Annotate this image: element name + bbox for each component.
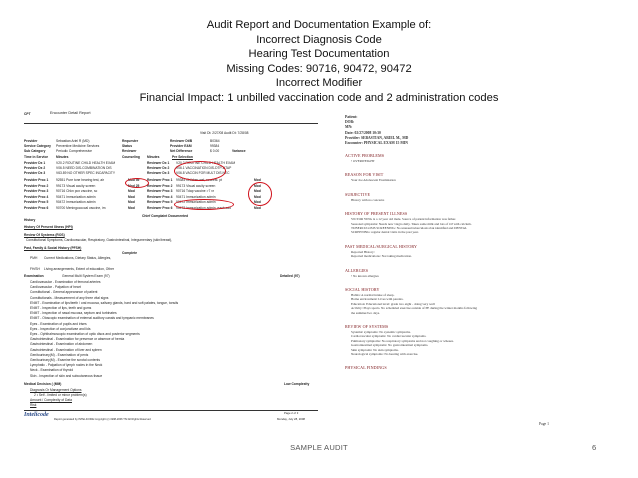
- counseling-header: Counseling: [122, 155, 140, 159]
- dx-rev: Reviewer Dx 2: [147, 166, 170, 170]
- note-section-heading: REASON FOR VISIT: [345, 172, 384, 178]
- note-section-line: • No known allergies: [351, 273, 379, 278]
- proc-rcode: 90471 Immunization admin: [176, 194, 216, 199]
- exam-item: Cardiovascular - Examination of femoral arteries: [30, 280, 101, 284]
- exam-heading: Examination: [24, 274, 44, 278]
- proc-rmod: Mod: [254, 178, 261, 182]
- note-section-line: Neurological symptoms: No hearing with exercise.: [351, 352, 419, 356]
- proc-code: 90700 Meningococcal vaccine, im: [56, 206, 106, 210]
- note-section-line: Your Joe Adolescent Examination: [351, 178, 396, 183]
- mdm-heading: Medical Decision ( (MM): [24, 382, 62, 386]
- pre-selection-header: Pre Selection: [172, 155, 193, 159]
- title-line-6: Financial Impact: 1 unbilled vaccination code and 2 administration codes: [139, 91, 499, 104]
- dx-code: V63.89 NO OTHER SPEC INCAPACITY: [56, 171, 116, 175]
- annotation-circle-mod: [125, 178, 149, 188]
- note-header-field: Patient:: [345, 115, 358, 119]
- dx-code: V06.5 NEED DIS-COMBINATION DIS: [56, 166, 112, 170]
- proc-mod: Mod: [128, 189, 135, 194]
- note-header-field: Encounter: PHYSICAL EXAM 15 MIN: [345, 141, 408, 145]
- note-page-label: Page 1: [539, 422, 549, 426]
- proc-rev: Reviewer Proc 1: [147, 178, 173, 182]
- note-section-line: • OVERWEIGHT: [351, 159, 375, 163]
- proc-label: Provider Proc 4: [24, 194, 49, 199]
- provider-em-value: 99384: [210, 144, 220, 148]
- note-section-heading: ACTIVE PROBLEMS: [345, 153, 385, 158]
- pfsh-heading: Past, Family & Social History (PFSH): [24, 246, 82, 250]
- exam-item: Constitutionals - Measurement of any three vital signs: [30, 295, 109, 300]
- note-section-line: Reported History:: [351, 249, 375, 254]
- exam-item: Constitutional - General appearance of patient: [30, 290, 98, 295]
- proc-label: Provider Proc 6: [24, 206, 49, 210]
- slide-footer: SAMPLE AUDIT: [290, 443, 348, 452]
- report-footer-date: Monday, July 28, 2008: [277, 417, 305, 421]
- exam-item: Genitourinary(M) - Examination of penis: [30, 352, 89, 357]
- proc-rmod: Mod: [254, 194, 261, 199]
- risk-heading: Risk: [30, 403, 37, 407]
- annotation-circle-dx: [174, 161, 226, 181]
- proc-rmod: Mod: [254, 189, 261, 194]
- proc-rev: Reviewer Proc 5: [147, 200, 173, 205]
- slide-page-number: 6: [592, 443, 597, 452]
- proc-code: 99173 Visual acuity screen: [56, 183, 96, 188]
- proc-mod: Mod 25: [128, 183, 140, 188]
- report-header: Encounter Detail Report: [50, 111, 91, 115]
- note-section-heading: SUBJECTIVE: [345, 191, 371, 197]
- note-section-line: Home environment: Lives with parents.: [351, 297, 404, 302]
- proc-rmod: Mod: [254, 206, 261, 210]
- report-label-cpt: CPT: [24, 112, 31, 116]
- note-section-line: Education: Educational level: grade two eight - doing very well: [351, 301, 435, 306]
- service-category-label: Service Category: [24, 144, 51, 148]
- slide-title: [0, 18, 638, 106]
- title-line-2: Incorrect Diagnosis Code: [256, 33, 382, 46]
- dx-rcode: V06.8 VACCIN FOR MULT DIS NEC: [176, 171, 230, 175]
- exam-item: Eyes - Ophthalmoscopic examination of optic discs and posterior segments: [30, 332, 140, 336]
- status-label: Status: [122, 144, 133, 148]
- proc-rev: Reviewer Proc 3: [147, 189, 173, 194]
- dx-label: Provider Dx 1: [24, 161, 46, 165]
- time-in-service-header: Time in Service: [24, 155, 49, 159]
- visit-info: Visit Dt: 2/27/08 Audit Dt: 7/28/08: [200, 131, 249, 135]
- intelicode-logo: Intelicode: [24, 412, 49, 418]
- proc-rcode: 90716 Tdap vaccine >7 vr: [176, 189, 214, 194]
- proc-rev: Reviewer Proc 4: [147, 194, 173, 199]
- mdm-item: 2 • Self - limited or minor problem(s): [34, 393, 87, 397]
- exam-item: Neck - Examination of thyroid: [30, 368, 74, 373]
- note-section-line: Seasonal symptoms: Needs new viagra daily. Takes some milk and lots of OJ with calcium.: [351, 221, 472, 226]
- note-section-line: Gastrointestinal symptoms: No gastrointestinal symptoms.: [351, 343, 429, 348]
- exam-item: Eyes - Examination of pupils and irises: [30, 321, 87, 326]
- dx-rev: Reviewer Dx 3: [147, 171, 170, 175]
- chief-complaint-label: Chief Complaint Documented: [142, 214, 189, 218]
- dx-label: Provider Dx 2: [24, 166, 46, 170]
- note-section-line: History with no concerns: [351, 197, 385, 202]
- proc-rcode: 99173 Visual acuity screen: [176, 183, 216, 188]
- note-section-heading: PHYSICAL FINDINGS: [345, 365, 387, 371]
- exam-item: ENMT - Examination of lips/teeth / oral mucosa, salivary glands, hard and soft palates, tongue, tonsils: [30, 300, 179, 305]
- provider-label: Provider: [24, 139, 38, 143]
- annotation-circle-mod-right: [248, 182, 272, 206]
- note-section-line: Systemic symptoms: No systemic symptoms.: [351, 330, 411, 334]
- encounter-detail-report: [22, 108, 322, 425]
- exam-item: Cardiovascular - Palpation of heart: [30, 285, 81, 290]
- exam-item: Skin - Inspection of skin and subcutaneous tissue: [30, 373, 103, 378]
- exam-text: General Multi System Exam (97): [62, 274, 110, 278]
- ros-text: Constitutional Symptoms, Cardiovascular, Respiratory, Gastrointestinal, Integumentary (skin/breast),: [26, 238, 173, 242]
- title-line-5: Incorrect Modifier: [275, 77, 363, 90]
- proc-code: 90472 Immunization admin: [56, 200, 96, 205]
- dx-rcode: V20.2 ROUTINE CHILD HEALTH EXAM: [176, 161, 236, 165]
- dx-code: V20.2 ROUTINE CHILD HEALTH EXAM: [56, 161, 116, 165]
- minutes-header: Minutes: [56, 155, 69, 159]
- proc-rcode: 99384 Children wel, new/est. pt: [176, 178, 223, 182]
- note-section-line: Cardiovascular symptoms: No cardiovascular symptoms.: [351, 334, 427, 339]
- minutes-header-2: Minutes: [147, 155, 160, 159]
- note-section-line: TUBERCULOSIS SCREENING: No unusual tuberculosis risk identified and DENTAL: [351, 226, 468, 230]
- title-line-3: Hearing Test Documentation: [248, 48, 390, 61]
- pfsh-status: Complete: [122, 251, 138, 255]
- proc-code: 92551 Pure tone hearing test, air: [56, 178, 105, 182]
- proc-mod: Mod: [128, 200, 135, 205]
- note-section-line: SCREENING: regular dental visits in the past year.: [351, 230, 419, 235]
- exam-item: Eyes - Inspection of conjunctivae and lids: [30, 326, 91, 331]
- reviewer-dt-value: B0364: [210, 139, 220, 143]
- title-line-4: Missing Codes: 90716, 90472, 90472: [226, 62, 412, 75]
- proc-mod: Mod: [128, 206, 135, 210]
- note-section-heading: PAST MEDICAL/SURGICAL HISTORY: [345, 243, 418, 249]
- note-section-line: Activity: Plays sports. No scheduled exercise outside of PE during the winter months following: [351, 306, 477, 311]
- dx-rev: Reviewer Dx 1: [147, 161, 170, 165]
- annotation-circle-proc: [174, 199, 234, 210]
- dx-label: Provider Dx 3: [24, 171, 46, 175]
- sub-category-value: Periodic Comprehensive: [56, 149, 92, 153]
- history-label: History: [24, 218, 36, 222]
- mdm-status: Low Complexity: [284, 382, 310, 386]
- note-section-line: Reported medications: Not taking medication.: [351, 254, 412, 259]
- title-line-1: Audit Report and Documentation Example of:: [206, 19, 432, 31]
- fhsh-text: Living arrangements, Extent of education, Other: [44, 267, 115, 271]
- dx-rcode: V06.1 VACCINATION DIS-DTP-DTAP: [176, 166, 232, 170]
- report-footer-page: Page 2 of 3: [284, 411, 299, 415]
- note-section-line: the summer/two days.: [351, 310, 381, 315]
- note-section-line: Pulmonary symptoms: No respiratory symptoms and not coughing or wheeze.: [351, 338, 454, 343]
- proc-rcode: 90472 Immunization admin, each add: [176, 206, 231, 210]
- exam-item: Gastrointestinal - Examination for presence or absence of hernia: [30, 337, 125, 342]
- net-difference-value: $ 0.00: [210, 149, 220, 153]
- reviewer-label: Reviewer: [122, 149, 137, 153]
- ros-heading: Review Of Systems (ROS): [24, 233, 65, 237]
- proc-code: 90716 Chkn pox vaccine, sc: [56, 189, 98, 194]
- report-footer-left: Report generated by INTELICODE Copyright (c) 1998-2006 TSI All Rights Reserved: [54, 418, 151, 421]
- exam-item: ENMT - Inspection of nasal mucosa, septum and turbinates: [30, 311, 117, 316]
- note-section-heading: SOCIAL HISTORY: [345, 287, 380, 292]
- provider-em-label: Provider E&M: [170, 144, 192, 148]
- note-section-line: Skin symptoms: No skin symptoms.: [351, 347, 399, 352]
- exam-status: Detailed (97): [280, 274, 300, 278]
- proc-mod: Mod 59: [128, 178, 140, 182]
- note-section-line: VICTOR YING is a 12 year old male. Source of patient information was father.: [351, 217, 457, 222]
- pmh-text: Current Medications, Dietary Status, Allergies,: [44, 256, 112, 260]
- hpi-heading: History Of Present Illness (HPI): [24, 225, 73, 229]
- note-section-heading: HISTORY OF PRESENT ILLNESS: [345, 211, 408, 217]
- net-difference-label: Net Difference: [170, 149, 193, 153]
- requester-label: Requester: [122, 139, 139, 143]
- proc-rcode: 90472 Immunization admin: [176, 200, 216, 205]
- note-header-field: Provider: SEBASTIAN, ARIEL M., MD: [345, 135, 409, 140]
- exam-item: ENMT - Otoscopic examination of external auditory canals and tympanic membranes: [30, 316, 154, 321]
- note-header-field: DOB:: [345, 120, 355, 125]
- exam-item: Gastrointestinal - Examination of liver and spleen: [30, 347, 102, 352]
- proc-rev: Reviewer Proc 2: [147, 183, 173, 188]
- exam-item: Gastrointestinal - Examination of abdomen: [30, 342, 93, 347]
- note-header-field: MN:: [345, 125, 353, 130]
- proc-label: Provider Proc 1: [24, 178, 49, 182]
- data-complexity-heading: Amount / Complexity of Data: [30, 398, 72, 402]
- variance-label: Variance: [232, 149, 246, 153]
- exam-item: Genitourinary(M) - Examine the scrotal contents: [30, 358, 100, 362]
- pmh-label: PMH: [30, 256, 38, 260]
- exam-item: Lymphatic - Palpation of lymph nodes in the Neck: [30, 363, 103, 368]
- note-section-heading: ALLERGIES: [345, 267, 369, 273]
- note-header-field: Date: 02/27/2008 10:30: [345, 130, 381, 135]
- diagnosis-options-heading: Diagnosis Or Management Options: [30, 388, 82, 392]
- proc-rmod: Mod: [254, 183, 261, 188]
- fhsh-label: FH/SH: [30, 267, 40, 271]
- service-category-value: Preventive Medicine Services: [56, 144, 100, 148]
- sub-category-label: Sub Category: [24, 149, 46, 153]
- reviewer-dt-label: Reviewer Dt/B: [170, 139, 193, 143]
- proc-rev: Reviewer Proc 6: [147, 206, 173, 210]
- exam-item: ENMT - Inspection of lips, teeth and gums: [30, 306, 92, 310]
- proc-mod: Mod: [128, 194, 135, 199]
- note-section-line: Habits: A normal intake of sleep.: [351, 293, 395, 297]
- proc-label: Provider Proc 3: [24, 189, 49, 194]
- proc-code: 90471 Immunization admin: [56, 194, 96, 199]
- provider-value: Sebastian Ariel R (MD): [56, 139, 90, 143]
- proc-label: Provider Proc 5: [24, 200, 49, 205]
- proc-rmod: Mod: [254, 200, 261, 205]
- proc-label: Provider Proc 2: [24, 183, 49, 188]
- clinical-note: [341, 112, 606, 442]
- note-section-heading: REVIEW OF SYSTEMS: [345, 324, 389, 329]
